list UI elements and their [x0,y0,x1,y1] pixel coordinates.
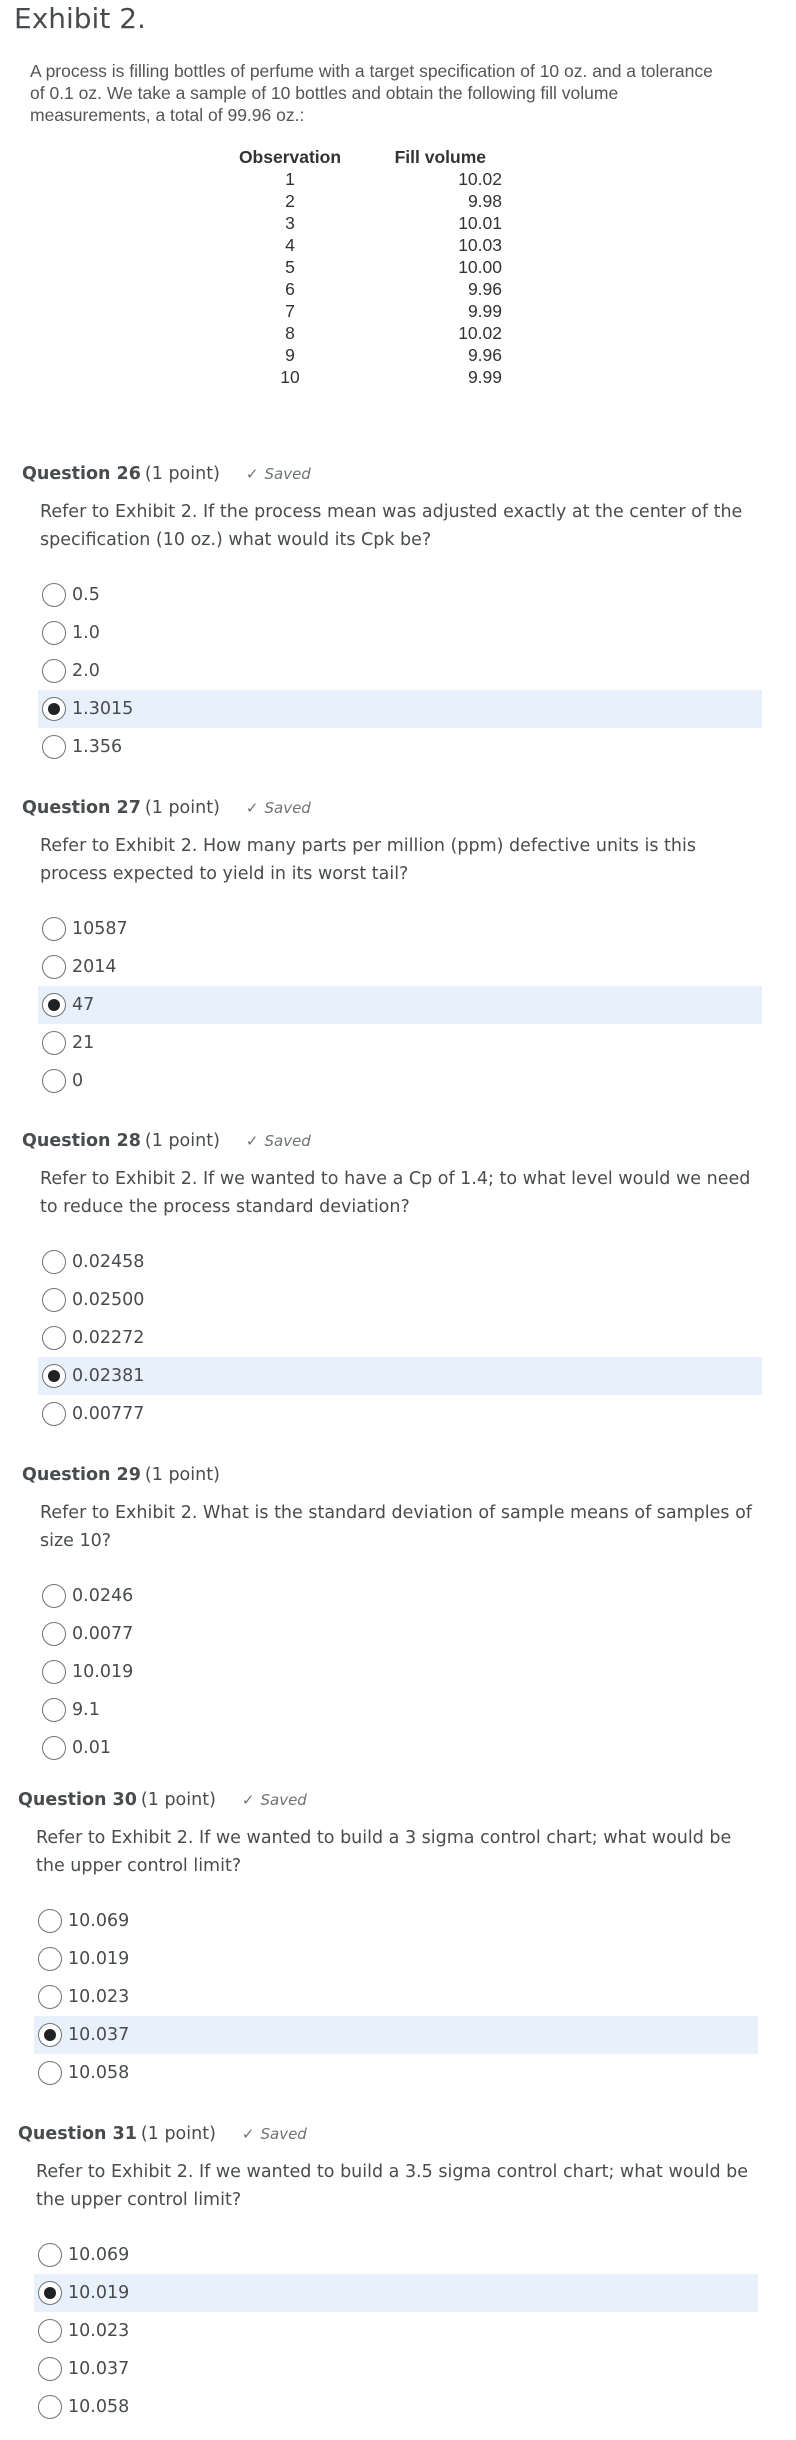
answer-option-label: 21 [72,1033,95,1053]
answer-option-label: 10.058 [68,2063,130,2083]
radio-button[interactable] [38,1947,62,1971]
answer-option[interactable] [34,2312,758,2350]
saved-label: Saved [260,2125,307,2143]
saved-status [246,799,311,817]
answer-option[interactable] [34,2236,758,2274]
observation-cell: 7 [285,301,295,321]
radio-button[interactable] [42,955,66,979]
radio-button[interactable] [42,1660,66,1684]
table-row [228,366,502,388]
question-header [18,1788,307,1812]
saved-label: Saved [260,1791,307,1809]
saved-status [242,1791,307,1809]
answer-option-label: 0.0246 [72,1586,134,1606]
answer-option[interactable] [34,2388,758,2426]
question-points: (1 point) [144,1465,220,1485]
radio-button[interactable] [38,2023,62,2047]
table-row [228,344,502,366]
answer-option-label: 0.01 [72,1738,111,1758]
checkmark-icon: ✓ [245,799,259,817]
table-row [228,278,502,300]
answer-option[interactable] [38,948,762,986]
question-title: Question 28 [22,1131,141,1151]
question-title: Question 30 [18,1790,137,1810]
answer-option[interactable] [38,1062,762,1100]
checkmark-icon: ✓ [241,2125,255,2143]
question-text: Refer to Exhibit 2. If we wanted to have a Cp of 1.4; to what level would we need to reduce the process standard deviation? [40,1169,751,1217]
answer-option-label: 10587 [72,919,128,939]
answer-option-label: 10.058 [68,2397,130,2417]
table-row [228,256,502,278]
answer-option[interactable] [38,728,762,766]
question-title: Question 29 [22,1465,141,1485]
answer-option-label: 10.069 [68,2245,130,2265]
table-row [228,190,502,212]
answer-option[interactable] [34,1940,758,1978]
radio-button[interactable] [38,2061,62,2085]
question-title: Question 27 [22,798,141,818]
question-title: Question 26 [22,464,141,484]
answer-option[interactable] [38,1729,762,1767]
observation-cell: 1 [285,169,295,189]
radio-selected-dot-icon [48,1370,60,1382]
answer-option-label: 10.019 [72,1662,134,1682]
fill-volume-cell: 10.00 [458,257,502,277]
answer-options [38,910,762,1100]
answer-option-label: 10.023 [68,1987,130,2007]
observation-cell: 6 [285,279,295,299]
answer-option[interactable] [38,614,762,652]
radio-button[interactable] [42,917,66,941]
radio-button[interactable] [42,1584,66,1608]
question-text: Refer to Exhibit 2. If the process mean was adjusted exactly at the center of the specification (10 oz.) what would its Cpk be? [40,502,743,550]
answer-option-label: 2014 [72,957,117,977]
radio-button[interactable] [38,1909,62,1933]
answer-option-label: 1.356 [72,737,123,757]
question-points: (1 point) [144,464,220,484]
answer-option[interactable] [34,1902,758,1940]
answer-option[interactable] [34,2350,758,2388]
answer-options [34,1902,758,2092]
answer-option[interactable] [34,2016,758,2054]
header-fill-volume: Fill volume [394,147,486,167]
answer-option[interactable] [38,1243,762,1281]
radio-button[interactable] [42,1736,66,1760]
answer-option[interactable] [38,576,762,614]
radio-button[interactable] [42,1364,66,1388]
answer-option-label: 1.3015 [72,699,134,719]
question-header [22,796,311,820]
answer-option[interactable] [38,1281,762,1319]
radio-button[interactable] [42,1402,66,1426]
answer-options [38,1243,762,1433]
question-points: (1 point) [140,1790,216,1810]
answer-option[interactable] [34,2054,758,2092]
answer-option-label: 10.019 [68,2283,130,2303]
answer-option[interactable] [34,2274,758,2312]
radio-button[interactable] [38,2395,62,2419]
header-observation: Observation [238,147,342,167]
radio-button[interactable] [42,659,66,683]
table-row [228,212,502,234]
answer-option[interactable] [38,986,762,1024]
radio-button[interactable] [38,2319,62,2343]
observation-cell: 9 [285,345,295,365]
question-header [22,1129,311,1153]
question-points: (1 point) [144,1131,220,1151]
fill-volume-cell: 9.98 [467,191,502,211]
question-text: Refer to Exhibit 2. How many parts per million (ppm) defective units is this process expected to yield in its worst tail? [40,836,696,884]
answer-option-label: 10.023 [68,2321,130,2341]
observation-cell: 2 [285,191,295,211]
radio-button[interactable] [42,621,66,645]
question-header [22,1463,220,1487]
answer-option-label: 10.019 [68,1949,130,1969]
answer-options [38,1577,762,1767]
answer-option-label: 0.00777 [72,1404,145,1424]
answer-option[interactable] [38,1615,762,1653]
answer-option[interactable] [34,1978,758,2016]
checkmark-icon: ✓ [245,465,259,483]
answer-option-label: 0 [72,1071,84,1091]
answer-options [34,2236,758,2426]
question-points: (1 point) [144,798,220,818]
radio-button[interactable] [38,2357,62,2381]
saved-status [246,465,311,483]
fill-volume-cell: 10.01 [458,213,502,233]
fill-volume-cell: 9.99 [467,301,502,321]
fill-volume-cell: 10.02 [458,323,502,343]
checkmark-icon: ✓ [245,1132,259,1150]
radio-button[interactable] [42,583,66,607]
answer-option-label: 0.5 [72,585,100,605]
answer-options [38,576,762,766]
observation-cell: 4 [285,235,295,255]
answer-option-label: 10.037 [68,2359,130,2379]
radio-button[interactable] [42,1622,66,1646]
exhibit-description: A process is filling bottles of perfume with a target specification of 10 oz. and a tolerance of 0.1 oz. We take a sample of 10 bottles and obtain the following fill volume measurements, a total of 99.96 oz.: [30,61,713,125]
answer-option-label: 47 [72,995,95,1015]
fill-volume-cell: 10.02 [458,169,502,189]
question-points: (1 point) [140,2124,216,2144]
table-row [228,234,502,256]
question-header [18,2122,307,2146]
answer-option-label: 0.02458 [72,1252,145,1272]
saved-status [242,2125,307,2143]
observation-cell: 3 [285,213,295,233]
radio-button[interactable] [42,1698,66,1722]
radio-button[interactable] [42,1250,66,1274]
observation-cell: 10 [280,367,300,387]
radio-selected-dot-icon [44,2029,56,2041]
radio-selected-dot-icon [44,2287,56,2299]
answer-option[interactable] [38,1395,762,1433]
table-row [228,168,502,190]
answer-option-label: 0.02272 [72,1328,145,1348]
radio-button[interactable] [38,2281,62,2305]
question-text: Refer to Exhibit 2. If we wanted to build a 3.5 sigma control chart; what would be the upper control limit? [36,2162,749,2210]
question-header [22,462,311,486]
answer-option[interactable] [38,1357,762,1395]
answer-option[interactable] [38,1319,762,1357]
table-row [228,322,502,344]
question-text: Refer to Exhibit 2. If we wanted to build a 3 sigma control chart; what would be the upper control limit? [36,1828,732,1876]
table-row [228,300,502,322]
observation-table [228,146,502,388]
radio-selected-dot-icon [48,703,60,715]
fill-volume-cell: 9.99 [467,367,502,387]
answer-option[interactable] [38,910,762,948]
fill-volume-cell: 10.03 [458,235,502,255]
saved-status [246,1132,311,1150]
question-text: Refer to Exhibit 2. What is the standard deviation of sample means of samples of size 10? [40,1503,752,1551]
answer-option-label: 1.0 [72,623,100,643]
saved-label: Saved [264,799,311,817]
radio-button[interactable] [42,697,66,721]
exhibit-title: Exhibit 2. [14,2,146,35]
saved-label: Saved [264,465,311,483]
answer-option-label: 0.02381 [72,1366,145,1386]
answer-option-label: 2.0 [72,661,100,681]
radio-button[interactable] [38,2243,62,2267]
answer-option[interactable] [38,1024,762,1062]
radio-button[interactable] [38,1985,62,2009]
answer-option-label: 10.069 [68,1911,130,1931]
radio-button[interactable] [42,993,66,1017]
answer-option-label: 0.0077 [72,1624,134,1644]
table-header-row [228,146,502,168]
answer-option[interactable] [38,690,762,728]
answer-option[interactable] [38,1577,762,1615]
observation-cell: 8 [285,323,295,343]
answer-option[interactable] [38,652,762,690]
observation-cell: 5 [285,257,295,277]
radio-button[interactable] [42,1031,66,1055]
answer-option-label: 10.037 [68,2025,130,2045]
radio-button[interactable] [42,1069,66,1093]
radio-button[interactable] [42,1288,66,1312]
answer-option[interactable] [38,1691,762,1729]
radio-selected-dot-icon [48,999,60,1011]
answer-option[interactable] [38,1653,762,1691]
answer-option-label: 9.1 [72,1700,100,1720]
saved-label: Saved [264,1132,311,1150]
fill-volume-cell: 9.96 [467,345,502,365]
radio-button[interactable] [42,1326,66,1350]
question-title: Question 31 [18,2124,137,2144]
radio-button[interactable] [42,735,66,759]
answer-option-label: 0.02500 [72,1290,145,1310]
fill-volume-cell: 9.96 [467,279,502,299]
checkmark-icon: ✓ [241,1791,255,1809]
